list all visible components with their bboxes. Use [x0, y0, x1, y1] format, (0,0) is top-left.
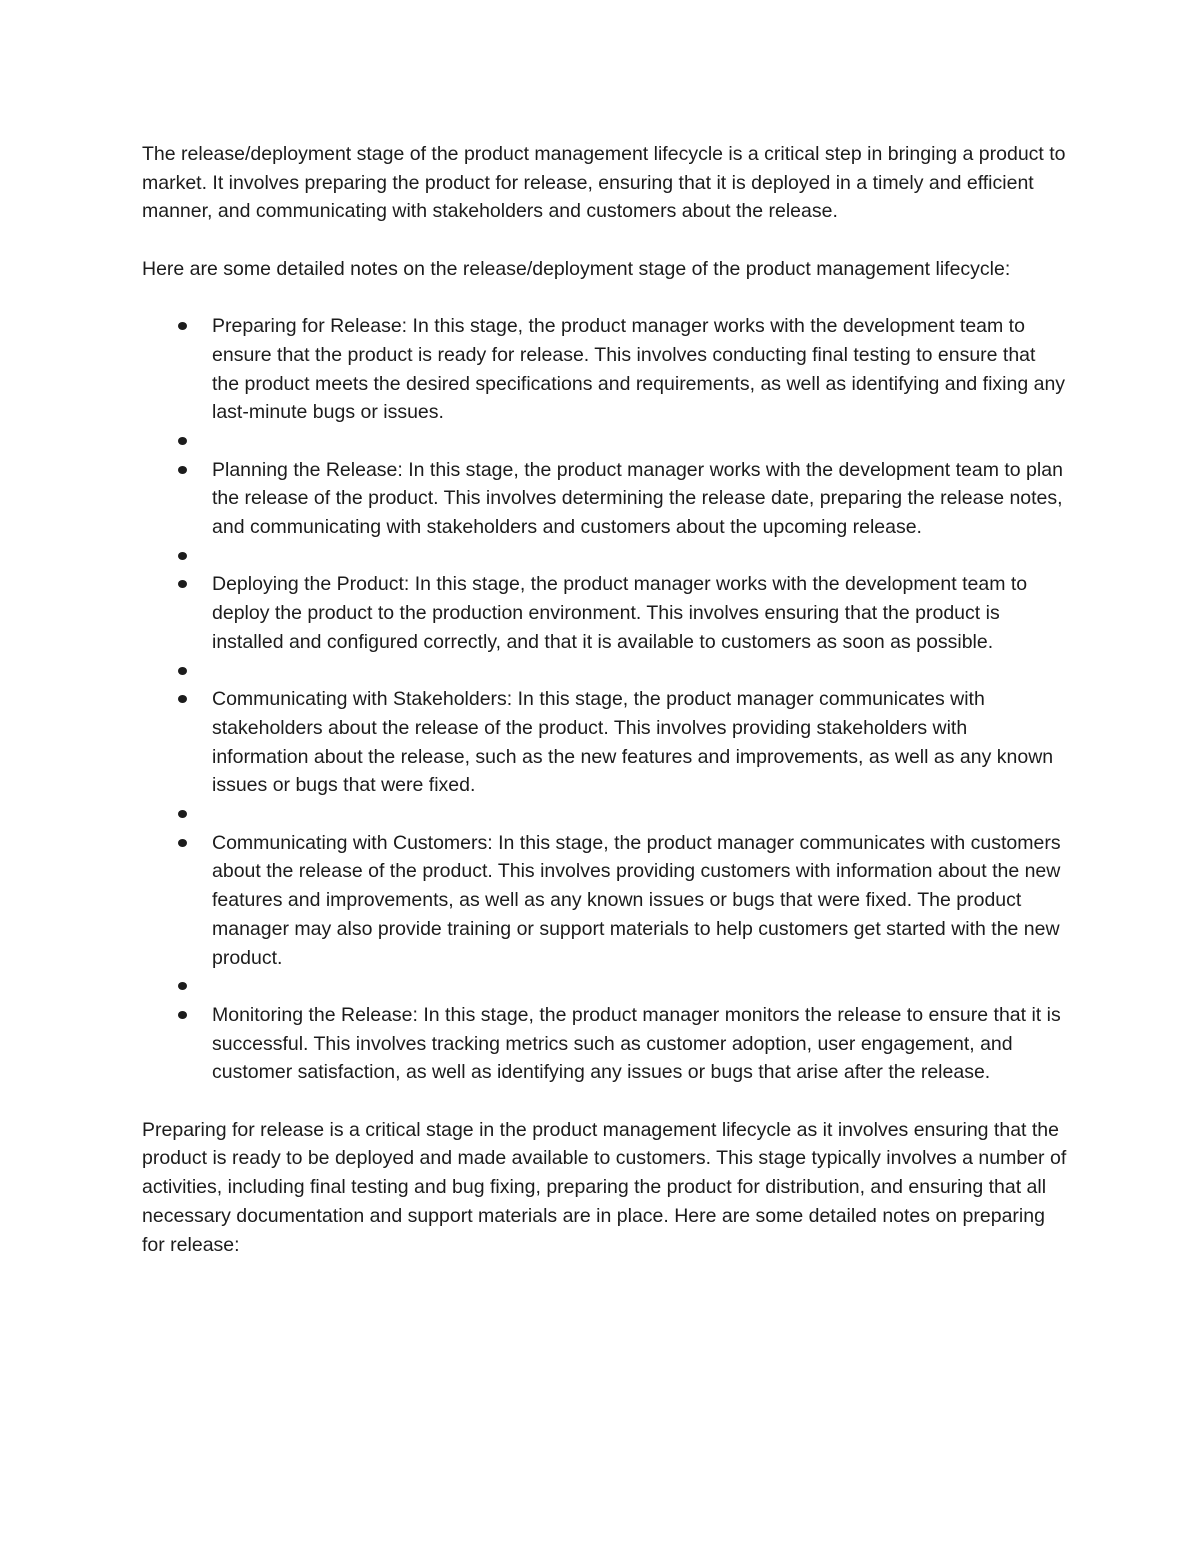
list-item-text: Communicating with Customers: In this stage, the product manager communicates with customers about the release of the product. This involves providing customers with information about the new features and improvements, as well as any known issues or bugs that were fixed. The product manager may also provide training or support materials to help customers get started with the new product.	[212, 831, 1061, 969]
closing-paragraph: Preparing for release is a critical stage in the product management lifecycle as it involves ensuring that the product is ready to be deployed and made available to customers. This stage typically involves a number of activities, including final testing and bug fixing, preparing the product for distribution, and ensuring that all necessary documentation and support materials are in place. Here are some detailed notes on preparing for release:	[142, 1118, 1067, 1256]
bullet-icon	[178, 437, 187, 445]
intro-paragraph: The release/deployment stage of the product management lifecycle is a critical step in bringing a product to market. It involves preparing the product for release, ensuring that it is deployed in a timely and efficient manner, and communicating with stakeholders and customers about the release.	[142, 143, 1066, 223]
list-item-text: Deploying the Product: In this stage, the product manager works with the development team to deploy the product to the production environment. This involves ensuring that the product is installed and configured correctly, and that it is available to customers as soon as possible.	[212, 573, 1028, 653]
document-body	[142, 140, 1067, 1288]
list-item-text: Communicating with Stakeholders: In this stage, the product manager communicates with stakeholders about the release of the product. This involves providing stakeholders with information about the release, such as the new features and improvements, as well as any known issues or bugs that were fixed.	[212, 688, 1054, 797]
list-item-text: Monitoring the Release: In this stage, the product manager monitors the release to ensure that it is successful. This involves tracking metrics such as customer adoption, user engagement, and customer satisfaction, as well as identifying any issues or bugs that arise after the release.	[212, 1003, 1061, 1084]
release-stage-list	[142, 312, 1067, 1087]
bullet-icon	[178, 580, 187, 588]
bullet-icon	[178, 810, 187, 818]
list-item	[142, 1001, 1067, 1087]
bullet-icon	[178, 982, 187, 990]
notes-intro-paragraph: Here are some detailed notes on the release/deployment stage of the product management lifecycle:	[142, 257, 1011, 280]
list-item-text: Planning the Release: In this stage, the product manager works with the development team to plan the release of the product. This involves determining the release date, preparing the release notes, and communicating with stakeholders and customers about the upcoming release.	[212, 458, 1063, 539]
list-item	[142, 685, 1067, 800]
list-item	[142, 800, 1067, 829]
list-item	[142, 456, 1067, 542]
list-item	[142, 829, 1067, 973]
bullet-icon	[178, 466, 187, 474]
list-item-text: Preparing for Release: In this stage, the product manager works with the development team to ensure that the product is ready for release. This involves conducting final testing to ensure that the product meets the desired specifications and requirements, as well as identifying and fixing any last-minute bugs or issues.	[212, 315, 1066, 424]
bullet-icon	[178, 667, 187, 675]
bullet-icon	[178, 695, 187, 703]
bullet-icon	[178, 839, 187, 847]
bullet-icon	[178, 322, 187, 330]
bullet-icon	[178, 552, 187, 560]
list-item	[142, 427, 1067, 456]
list-item	[142, 312, 1067, 427]
list-item	[142, 657, 1067, 686]
list-item	[142, 972, 1067, 1001]
bullet-icon	[178, 1011, 187, 1019]
list-item	[142, 542, 1067, 571]
list-item	[142, 570, 1067, 656]
